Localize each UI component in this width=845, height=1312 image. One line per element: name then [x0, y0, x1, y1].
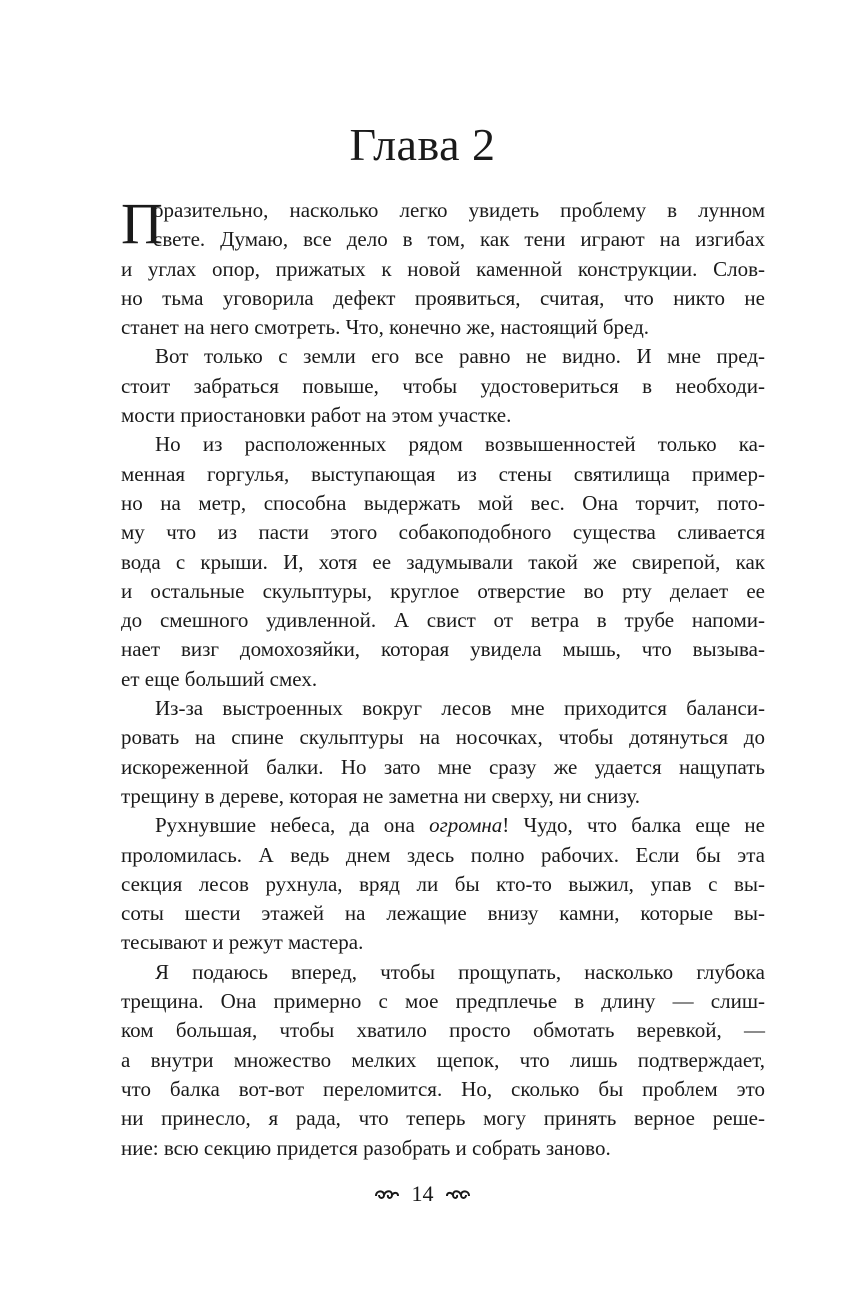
- text-line: до смешного удивленной. А свист от ветра в трубе напоми-: [121, 608, 765, 633]
- text-line: ет еще больший смех.: [121, 666, 318, 691]
- text-line: и углах опор, прижатых к новой каменной конструкции. Слов-: [121, 256, 765, 281]
- chapter-title: Глава 2: [349, 119, 496, 170]
- text-line: вода с крыши. И, хотя ее задумывали такой же свирепой, как: [121, 549, 765, 574]
- emphasis-text: огромна: [429, 813, 503, 838]
- ornament-left-icon: [374, 1178, 400, 1214]
- text-line: нает визг домохозяйки, которая увидела мышь, что вызыва-: [121, 637, 765, 662]
- paragraph-1: [121, 191, 765, 342]
- text-line: и остальные скульптуры, круглое отверстие во рту делает ее: [121, 578, 765, 603]
- text-line: искореженной балки. Но зато мне сразу же удается нащупать: [121, 754, 765, 779]
- paragraph-5: [121, 811, 765, 957]
- paragraph-4: [121, 694, 765, 811]
- text-line: а внутри множество мелких щепок, что лишь подтверждает,: [121, 1047, 765, 1072]
- paragraph-2: [121, 342, 765, 430]
- page-number: 14: [411, 1181, 434, 1206]
- text-line: Я подаюсь вперед, чтобы прощупать, насколько глубока: [155, 959, 765, 984]
- text-line: трещина. Она примерно с мое предплечье в длину — слиш-: [121, 989, 765, 1014]
- text-line: ние: всю секцию придется разобрать и собрать заново.: [121, 1135, 611, 1160]
- text-line: оразительно, насколько легко увидеть проблему в лунном: [153, 198, 765, 222]
- text-line: мости приостановки работ на этом участке.: [121, 403, 512, 428]
- text-line: [121, 811, 765, 840]
- text-line: му что из пасти этого собакоподобного существа сливается: [121, 520, 765, 545]
- text-line: стоит забраться повыше, чтобы удостовериться в необходи-: [121, 373, 765, 398]
- drop-cap: П: [121, 191, 163, 256]
- text-line: соты шести этажей на лежащие внизу камни, которые вы-: [121, 901, 765, 926]
- text-line: что балка вот-вот переломится. Но, сколько бы проблем это: [121, 1076, 765, 1101]
- text-line: проломилась. А ведь днем здесь полно рабочих. Если бы эта: [121, 842, 765, 867]
- text-run: Рухнувшие небеса, да она: [155, 813, 430, 838]
- paragraph-3: [121, 430, 765, 694]
- text-line: станет на него смотреть. Что, конечно же, настоящий бред.: [121, 315, 650, 340]
- text-line: менная горгулья, выступающая из стены святилища пример-: [121, 461, 765, 486]
- text-line: Вот только с земли его все равно не видно. И мне пред-: [155, 344, 765, 369]
- ornament-right-icon: [445, 1178, 471, 1214]
- page-footer: [0, 1176, 845, 1214]
- chapter-body: [121, 191, 765, 1163]
- text-line: свете. Думаю, все дело в том, как тени играют на изгибах: [153, 227, 765, 252]
- text-line: ни принесло, я рада, что теперь могу принять верное реше-: [121, 1106, 765, 1131]
- text-line: но тьма уговорила дефект проявиться, считая, что никто не: [121, 285, 765, 310]
- text-line: но на метр, способна выдержать мой вес. Она торчит, пото-: [121, 490, 765, 515]
- paragraph-6: [121, 958, 765, 1163]
- text-line: ровать на спине скульптуры на носочках, чтобы дотянуться до: [121, 725, 765, 750]
- text-line: Но из расположенных рядом возвышенностей только ка-: [155, 432, 765, 457]
- text-line: Из-за выстроенных вокруг лесов мне приходится баланси-: [155, 696, 765, 721]
- text-line: тесывают и режут мастера.: [121, 930, 364, 955]
- text-line: трещину в дереве, которая не заметна ни сверху, ни снизу.: [121, 783, 641, 808]
- text-line: секция лесов рухнула, вряд ли бы кто-то выжил, упав с вы-: [121, 871, 765, 896]
- text-line: ком большая, чтобы хватило просто обмотать веревкой, —: [121, 1018, 765, 1043]
- text-run: ! Чудо, что балка еще не: [502, 813, 765, 838]
